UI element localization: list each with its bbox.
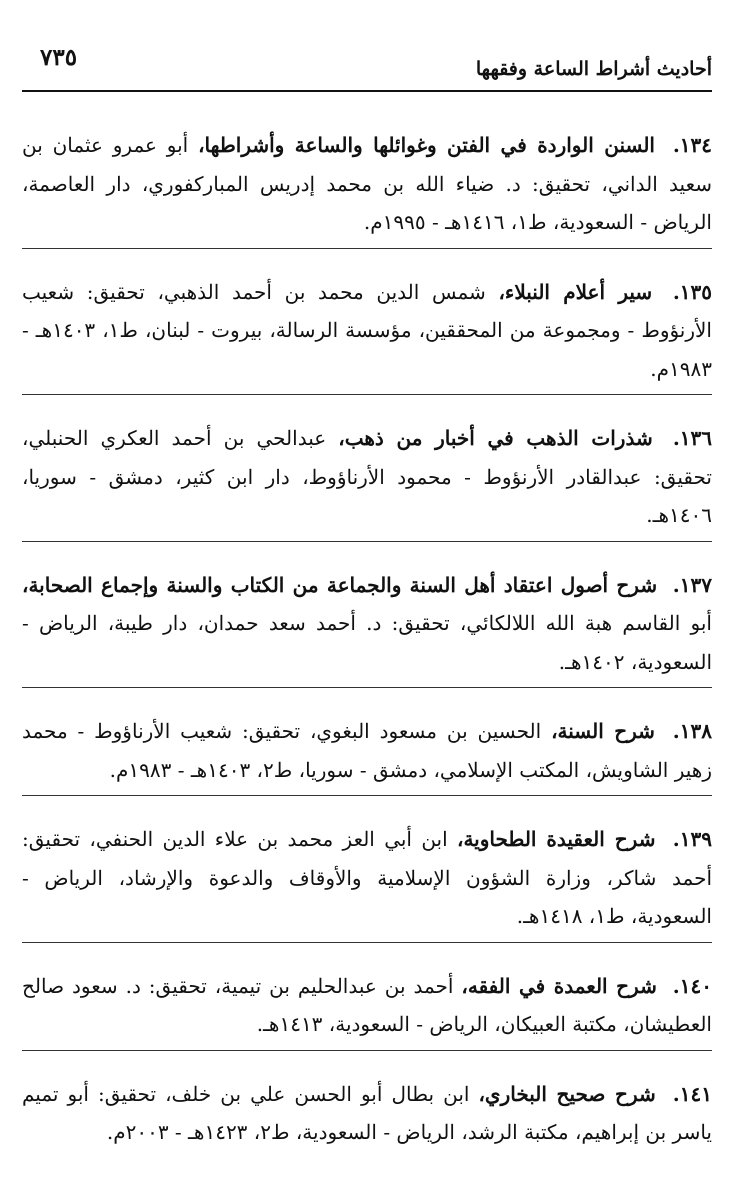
running-title: أحاديث أشراط الساعة وفقهها xyxy=(475,58,712,80)
bibliography-entry xyxy=(22,1071,712,1158)
bibliography-entry xyxy=(22,415,712,542)
entry-title: شرح صحيح البخاري، xyxy=(478,1081,656,1106)
bibliography-entry xyxy=(22,562,712,689)
entry-number: ١٣٨. xyxy=(672,719,712,743)
bibliography-entry xyxy=(22,269,712,396)
entry-details: ابن أبي العز محمد بن علاء الدين الحنفي، تحقيق: أحمد شاكر، وزارة الشؤون الإسلامية والأوقاف والدعوة والإرشاد، الرياض - السعودية، ط١، ١٤١٨هـ. xyxy=(22,827,712,928)
book-page xyxy=(22,30,713,1144)
entry-number: ١٤١. xyxy=(672,1081,712,1106)
entry-details: أبو القاسم هبة الله اللالكائي، تحقيق: د. أحمد سعد حمدان، دار طيبة، الرياض - السعودية، ١٤٠٢هـ. xyxy=(22,611,712,674)
entry-details: شمس الدين محمد بن أحمد الذهبي، تحقيق: شعيب الأرنؤوط - ومجموعة من المحققين، مؤسسة الرسالة، بيروت - لبنان، ط١، ١٤٠٣هـ - ١٩٨٣م. xyxy=(22,279,712,381)
bibliography-entry xyxy=(22,708,712,796)
entry-details: أبو عمرو عثمان بن سعيد الداني، تحقيق: د. ضياء الله بن محمد إدريس المباركفوري، دار العاصمة، الرياض - السعودية، ط١، ١٤١٦هـ - ١٩٩٥م. xyxy=(22,133,712,234)
entry-number: ١٣٤. xyxy=(672,133,713,157)
header-rule xyxy=(22,90,712,92)
entry-title: شرح السنة، xyxy=(551,719,655,743)
entry-number: ١٣٧. xyxy=(672,572,712,597)
entry-title: سير أعلام النبلاء، xyxy=(498,279,653,304)
entry-number: ١٤٠. xyxy=(672,973,712,998)
entry-number: ١٣٦. xyxy=(672,426,713,450)
entry-title: شرح العقيدة الطحاوية، xyxy=(457,827,656,851)
bibliography-entry xyxy=(22,816,712,943)
entry-details: الحسين بن مسعود البغوي، تحقيق: شعيب الأرناؤوط - محمد زهير الشاويش، المكتب الإسلامي، دمشق - سوريا، ط٢، ١٤٠٣هـ - ١٩٨٣م. xyxy=(22,719,712,782)
entry-number: ١٣٥. xyxy=(672,279,713,304)
bibliography-entry xyxy=(22,122,712,249)
page-header xyxy=(22,30,712,80)
bibliography-list xyxy=(22,102,712,1178)
entry-details: أحمد بن عبدالحليم بن تيمية، تحقيق: د. سعود صالح العطيشان، مكتبة العبيكان، الرياض - السعودية، ١٤١٣هـ. xyxy=(22,973,712,1036)
bibliography-entry xyxy=(22,963,712,1051)
page-number: ٧٣٥ xyxy=(40,44,78,71)
entry-title: شذرات الذهب في أخبار من ذهب، xyxy=(338,426,653,450)
entry-title: شرح العمدة في الفقه، xyxy=(461,973,657,998)
entry-title: شرح أصول اعتقاد أهل السنة والجماعة من الكتاب والسنة وإجماع الصحابة، xyxy=(22,572,658,597)
entry-number: ١٣٩. xyxy=(672,827,712,851)
entry-details: عبدالحي بن أحمد العكري الحنبلي، تحقيق: عبدالقادر الأرنؤوط - محمود الأرناؤوط، دار ابن كثير، دمشق - سوريا، ١٤٠٦هـ. xyxy=(22,426,712,527)
entry-details: ابن بطال أبو الحسن علي بن خلف، تحقيق: أبو تميم ياسر بن إبراهيم، مكتبة الرشد، الرياض - السعودية، ط٢، ١٤٢٣هـ - ٢٠٠٣م. xyxy=(22,1081,712,1144)
entry-title: السنن الواردة في الفتن وغوائلها والساعة وأشراطها، xyxy=(198,133,655,157)
